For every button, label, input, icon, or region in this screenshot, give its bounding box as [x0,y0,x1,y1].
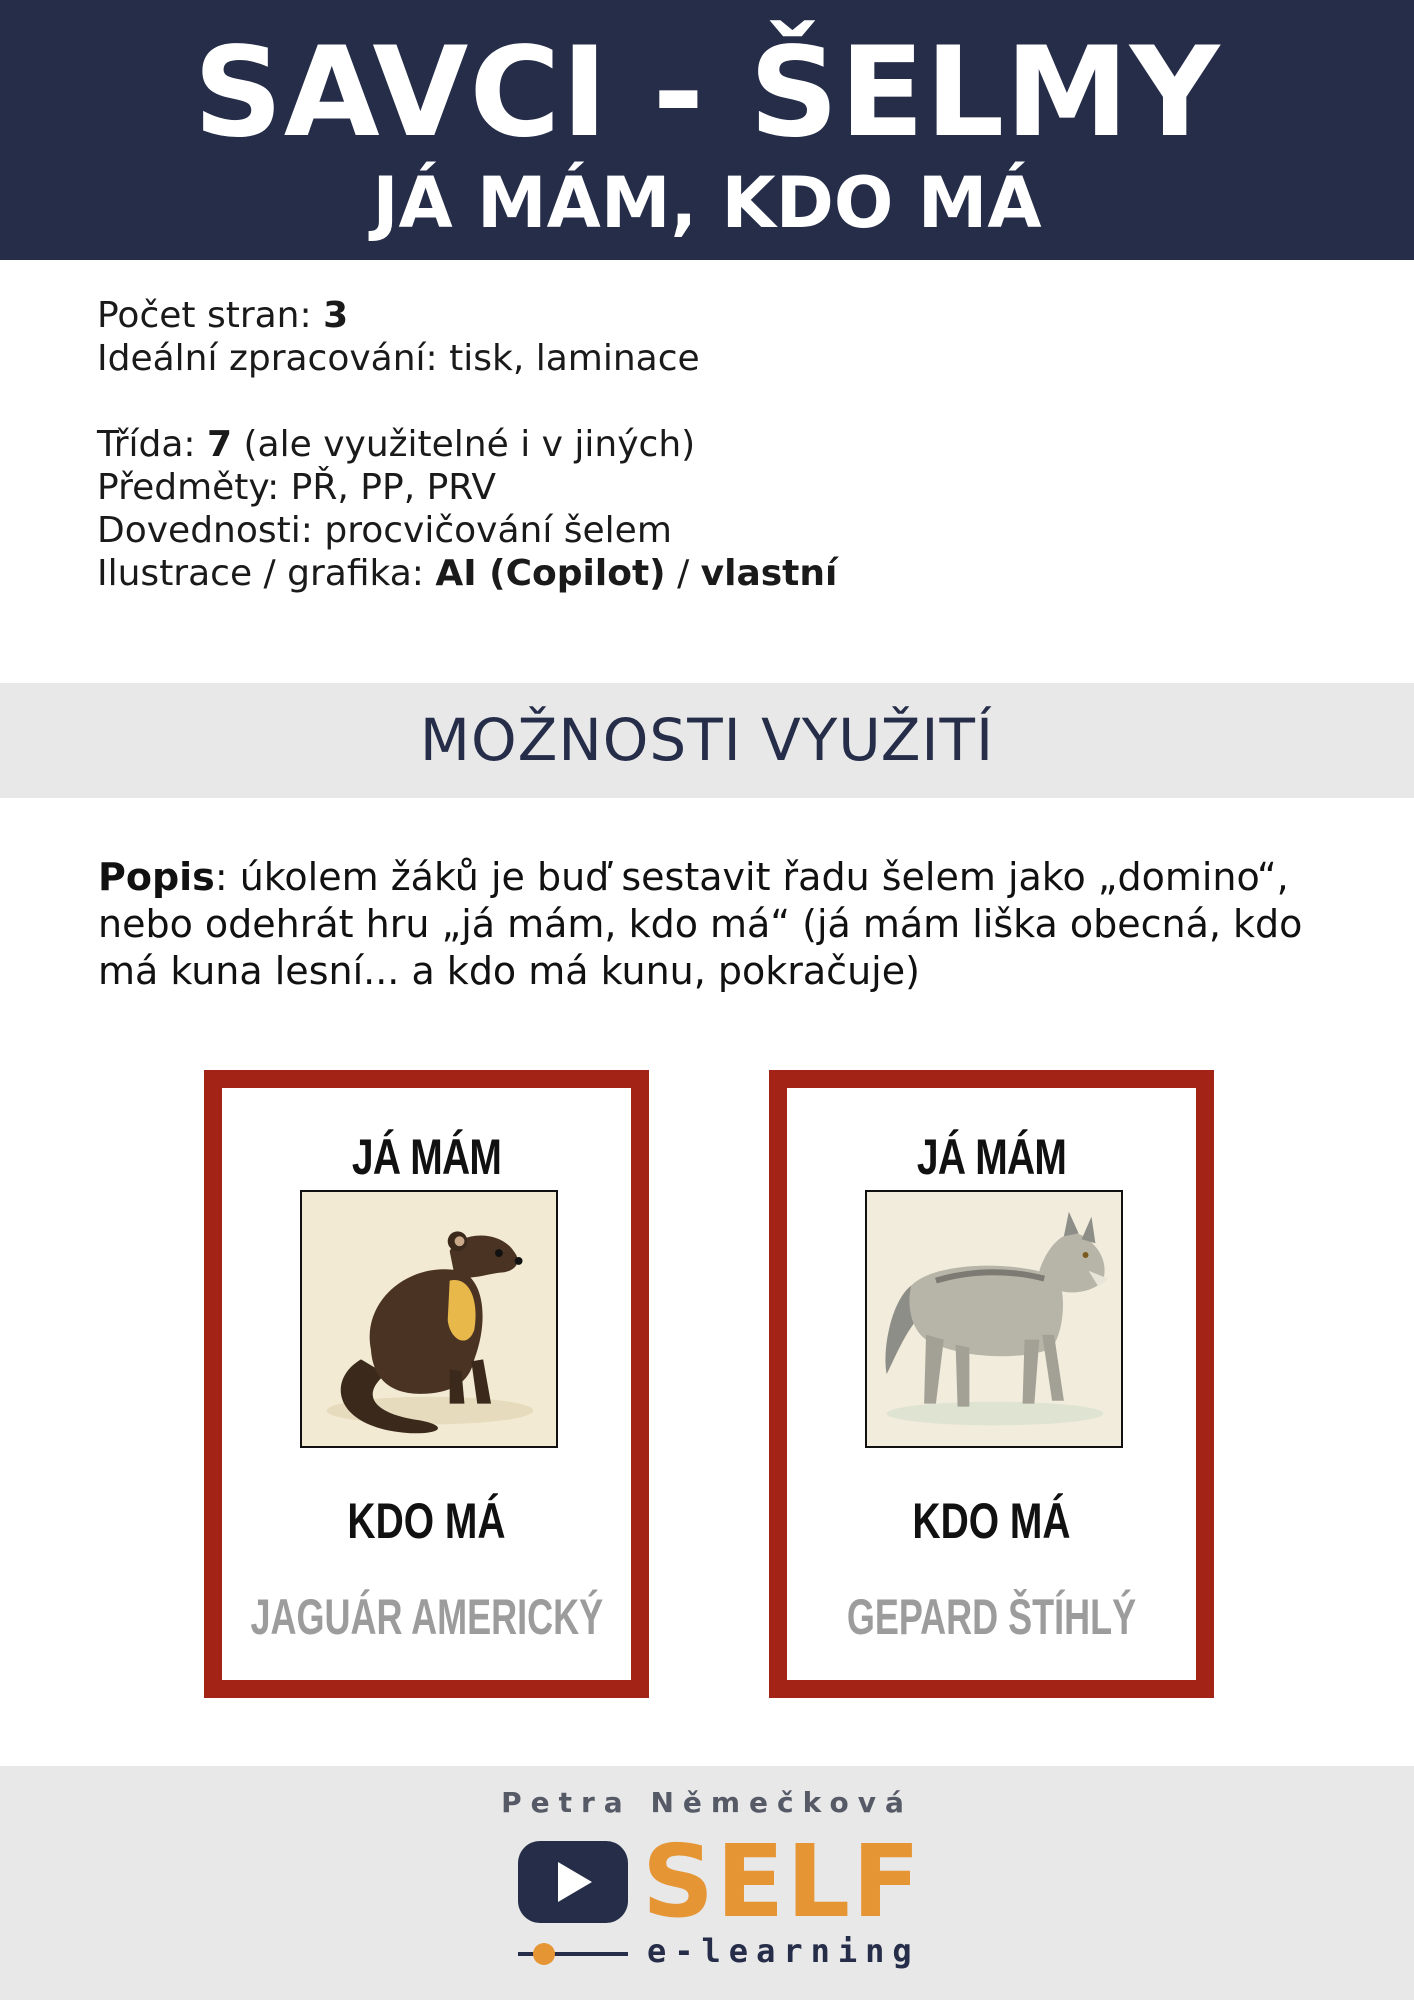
game-card [204,1070,649,1698]
card-have-label: JÁ MÁM [916,1129,1067,1185]
card-next-animal: JAGUÁR AMERICKÝ [250,1589,604,1645]
page-subtitle: JÁ MÁM, KDO MÁ [372,162,1042,244]
description-label: Popis [98,855,215,899]
progress-dot-icon [533,1943,555,1965]
grade-value: 7 [207,424,233,465]
info-pages: Počet stran: 3 [97,295,349,336]
footer [0,1766,1414,2000]
brand-logo-text: SELF [642,1823,923,1940]
page-title: SAVCI - ŠELMY [193,21,1221,165]
info-illustration: Ilustrace / grafika: AI (Copilot) / vlastní [97,553,838,594]
info-subjects: Předměty: PŘ, PP, PRV [97,467,496,508]
brand-subtitle: e-learning [647,1932,920,1970]
info-block [97,294,837,595]
card-who-label: KDO MÁ [347,1493,506,1549]
wolf-illustration-icon [865,1190,1123,1448]
info-grade: Třída: 7 (ale využitelné i v jiných) [97,424,696,465]
section-band [0,683,1414,798]
card-have-label: JÁ MÁM [351,1129,502,1185]
header-banner [0,0,1414,260]
game-card [769,1070,1214,1698]
marten-illustration-icon [300,1190,558,1448]
play-logo-icon [518,1841,628,1923]
description-text: : úkolem žáků je buď sestavit řadu šelem jako „domino“, nebo odehrát hru „já mám, kdo má“ (já mám liška obecná, kdo má kuna lesní... a kdo má kunu, pokračuje) [98,855,1303,993]
description [98,854,1358,995]
pages-value: 3 [323,295,349,336]
info-skills: Dovednosti: procvičování šelem [97,510,672,551]
section-title: MOŽNOSTI VYUŽITÍ [419,706,995,774]
card-who-label: KDO MÁ [912,1493,1071,1549]
card-next-animal: GEPARD ŠTÍHLÝ [846,1589,1137,1645]
author-name: Petra Němečková [501,1786,913,1819]
info-processing: Ideální zpracování: tisk, laminace [97,338,700,379]
